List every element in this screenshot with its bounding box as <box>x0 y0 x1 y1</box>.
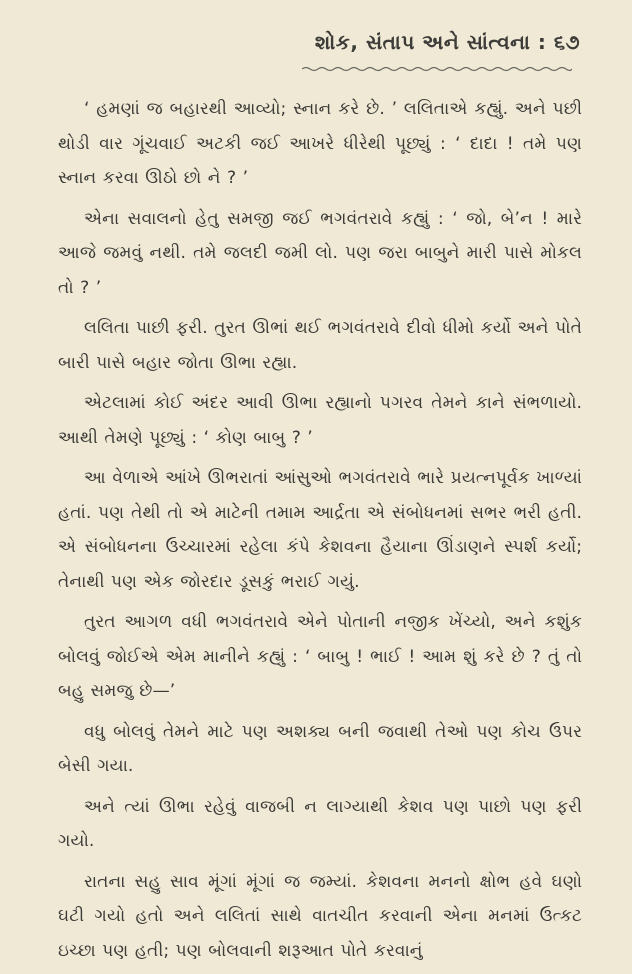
paragraph: એના સવાલનો હેતુ સમજી જઈ ભગવંતરાવે કહ્યું : ‘ જો, બે’ન ! મારે આજે જમવું નથી. તમે જલદી જમી લો. પણ જરા બાબુને મારી પાસે મોકલ તો ? ’ <box>58 208 582 298</box>
body-text <box>58 92 582 974</box>
running-head: શોક, સંતાપ અને સાંત્વના : ૬૭ <box>314 30 580 54</box>
decorative-wavy-rule <box>302 66 572 72</box>
paragraph: આ વેળાએ આંખે ઊભરાતાં આંસુઓ ભગવંતરાવે ભારે પ્રયત્નપૂર્વક ખાળ્યાં હતાં. પણ તેથી તો એ માટેની તમામ આર્દ્રતા એ સંબોધનમાં સભર ભરી હતી. એ સંબોધનના ઉચ્ચારમાં રહેલા કંપે કેશવના હૈયાના ઊંડાણને સ્પર્શ કર્યો; તેનાથી પણ એક જોરદાર ડૂસકું ભરાઈ ગયું. <box>58 468 582 592</box>
paragraph: રાતના સહુ સાવ મૂંગાં મૂંગાં જ જમ્યાં. કેશવના મનનો ક્ષોભ હવે ઘણો ઘટી ગયો હતો અને લલિતાં સાથે વાતચીત કરવાની એના મનમાં ઉત્કટ ઇચ્છા પણ હતી; પણ બોલવાની શરૂઆત પોતે કરવાનું <box>58 871 582 961</box>
paragraph: વધુ બોલવું તેમને માટે પણ અશક્ય બની જવાથી તેઓ પણ કોચ ઉપર બેસી ગયા. <box>58 721 582 776</box>
paragraph: અને ત્યાં ઊભા રહેવું વાજબી ન લાગ્યાથી કેશવ પણ પાછો પણ ફરી ગયો. <box>58 796 582 851</box>
paragraph: લલિતા પાછી ફરી. તુરત ઊભાં થઈ ભગવંતરાવે દીવો ધીમો કર્યો અને પોતે બારી પાસે બહાર જોતા ઊભા રહ્યા. <box>58 318 582 373</box>
paragraph: તુરત આગળ વધી ભગવંતરાવે એને પોતાની નજીક ખેંચ્યો, અને કશુંક બોલવું જોઈએ એમ માનીને કહ્યું : ‘ બાબુ ! ભાઈ ! આમ શું કરે છે ? તું તો બહુ સમજુ છે—’ <box>58 612 582 701</box>
paragraph: ‘ હમણાં જ બહારથી આવ્યો; સ્નાન કરે છે. ’ લલિતાએ કહ્યું. અને પછી થોડી વાર ગૂંચવાઈ અટકી જઈ આખરે ધીરેથી પૂછ્યું : ‘ દાદા ! તમે પણ સ્નાન કરવા ઊઠો છો ને ? ’ <box>58 99 582 188</box>
paragraph: એટલામાં કોઈ અંદર આવી ઊભા રહ્યાનો પગરવ તેમને કાને સંભળાયો. આથી તેમણે પૂછ્યું : ‘ કોણ બાબુ ? ’ <box>58 393 582 448</box>
